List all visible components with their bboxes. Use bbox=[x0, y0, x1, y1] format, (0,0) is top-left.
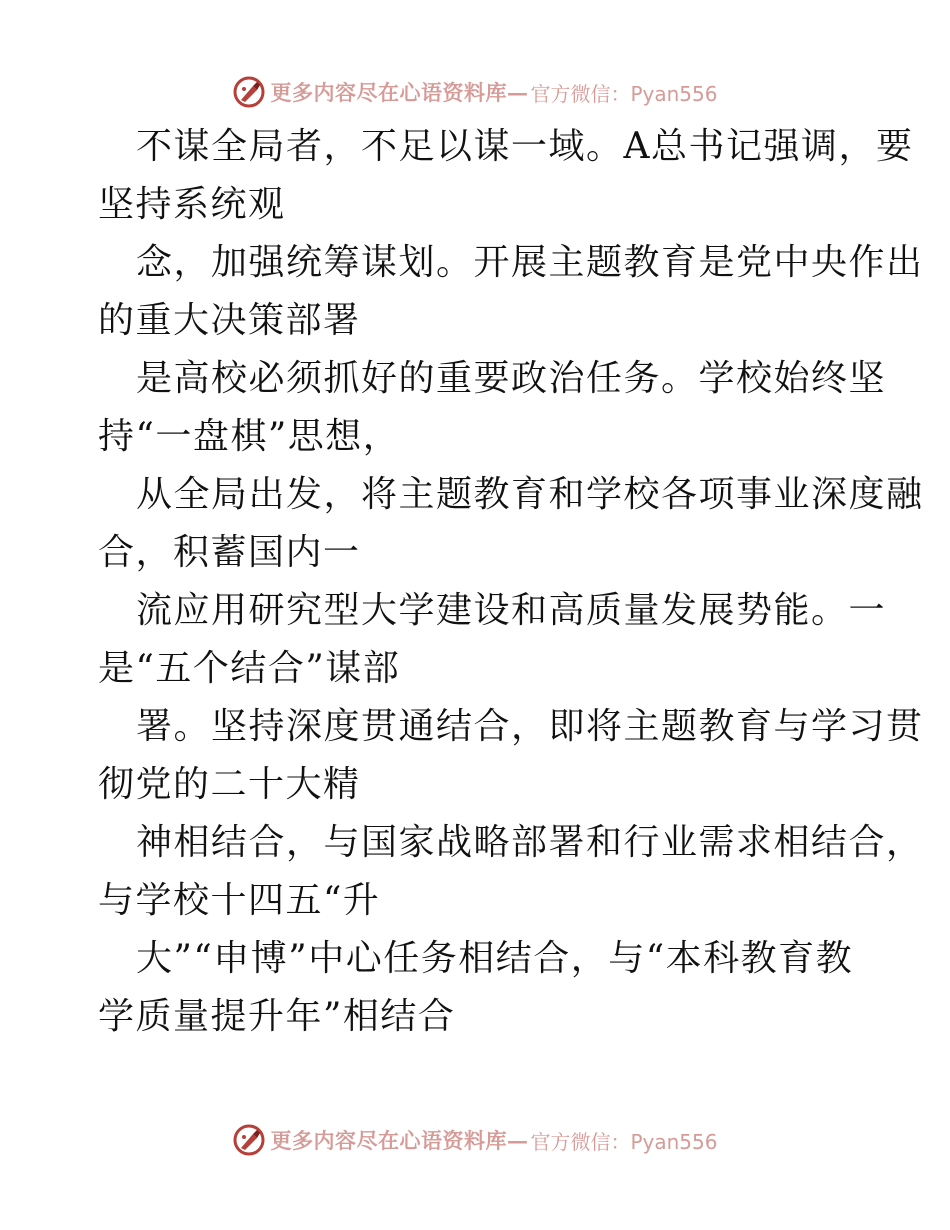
watermark-wechat-text: 官方微信：Pyan556 bbox=[530, 81, 718, 106]
body-line: 的重大决策部署 bbox=[98, 300, 361, 341]
header-watermark bbox=[0, 72, 950, 112]
body-line: 大”“申博”中心任务相结合，与“本科教育教 bbox=[136, 938, 854, 979]
pen-nib-logo-icon bbox=[232, 1123, 266, 1157]
watermark-wechat-text: 官方微信：Pyan556 bbox=[530, 1129, 718, 1154]
footer-watermark bbox=[0, 1120, 950, 1160]
body-line: 与学校十四五“升 bbox=[98, 880, 381, 921]
body-line: 署。坚持深度贯通结合，即将主题教育与学习贯 bbox=[136, 706, 924, 747]
body-line: 念，加强统筹谋划。开展主题教育是党中央作出 bbox=[136, 242, 924, 283]
body-line: 持“一盘棋”思想， bbox=[98, 416, 401, 457]
body-line: 流应用研究型大学建设和高质量发展势能。一 bbox=[136, 590, 887, 631]
body-line: 神相结合，与国家战略部署和行业需求相结合， bbox=[136, 822, 924, 863]
body-line: 不谋全局者，不足以谋一域。A总书记强调，要 bbox=[136, 126, 914, 167]
watermark-main-text: 更多内容尽在心语资料库— bbox=[270, 80, 529, 105]
body-line: 从全局出发，将主题教育和学校各项事业深度融 bbox=[136, 474, 924, 515]
body-line: 合，积蓄国内一 bbox=[98, 532, 361, 573]
watermark-main-text: 更多内容尽在心语资料库— bbox=[270, 1128, 529, 1153]
body-line: 彻党的二十大精 bbox=[98, 764, 361, 805]
body-line: 是高校必须抓好的重要政治任务。学校始终坚 bbox=[136, 358, 887, 399]
body-line: 是“五个结合”谋部 bbox=[98, 648, 401, 689]
document-body bbox=[98, 118, 924, 1046]
body-line: 坚持系统观 bbox=[98, 184, 286, 225]
body-line: 学质量提升年”相结合 bbox=[98, 996, 456, 1037]
pen-nib-logo-icon bbox=[232, 75, 266, 109]
